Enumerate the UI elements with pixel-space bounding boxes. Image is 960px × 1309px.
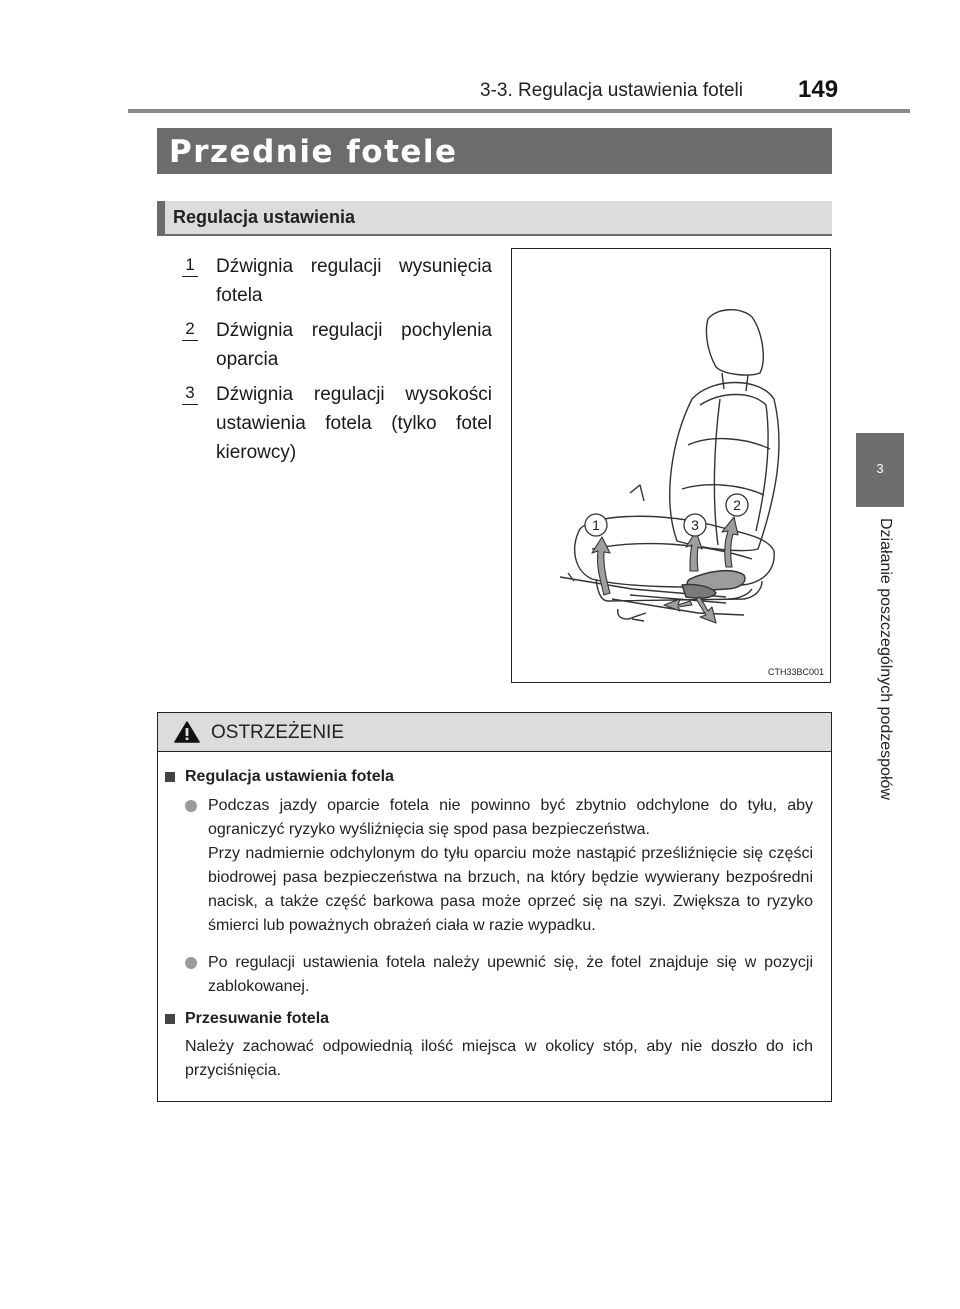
warning-subheading-text: Przesuwanie fotela	[185, 1010, 330, 1027]
callout-2-label: 2	[733, 497, 741, 513]
seat-illustration	[511, 248, 831, 683]
chapter-title: Działanie poszczególnych podzespołów	[877, 518, 894, 800]
page-number: 149	[798, 76, 839, 103]
header-rule	[128, 109, 910, 113]
circle-bullet-icon	[185, 957, 197, 969]
warning-title: OSTRZEŻENIE	[211, 722, 345, 743]
item-number: 1	[182, 256, 198, 277]
item-text: Dźwignia regulacji wysokości ustawienia fotela (tylko fotel kierowcy)	[216, 384, 492, 463]
section-heading-accent	[157, 201, 165, 236]
item-number: 3	[182, 384, 198, 405]
warning-triangle-icon	[174, 721, 200, 743]
height-lever-arrow	[686, 531, 702, 571]
headrest-outline	[706, 310, 763, 375]
warning-subheading	[158, 1007, 831, 1031]
warning-bullet	[208, 794, 813, 842]
warning-paragraph: Przy nadmiernie odchylonym do tyłu oparciu może nastąpić prześliźnięcie się części biodrowej pasa bezpieczeństwa na brzuch, na który będzie wywierany bezpośredni nacisk, a także część barkowa pasa może oprzeć się na szyi. Zwiększa to ryzyko śmierci lub poważnych obrażeń ciała w razie wypadku.	[208, 845, 813, 934]
warning-bullet-text: Podczas jazdy oparcie fotela nie powinno być zbytnio odchylone do tyłu, aby ograniczyć ryzyko wyśliźnięcia się spod pasa bezpieczeństwa.	[208, 797, 813, 838]
square-bullet-icon	[165, 1014, 175, 1024]
callout-1-label: 1	[592, 517, 600, 533]
recline-lever-arrow	[722, 517, 738, 567]
warning-bullet-text: Po regulacji ustawienia fotela należy upewnić się, że fotel znajduje się w pozycji zablokowanej.	[208, 954, 813, 995]
warning-header	[158, 713, 831, 752]
item-text: Dźwignia regulacji pochylenia oparcia	[216, 320, 492, 370]
section-heading-bar	[157, 201, 832, 236]
page-title: Przednie fotele	[169, 134, 458, 170]
list-item	[182, 316, 492, 374]
chapter-tab	[856, 433, 904, 507]
chapter-number: 3	[876, 461, 884, 476]
list-item	[182, 380, 492, 467]
warning-subheading	[158, 765, 831, 789]
warning-body	[158, 765, 831, 1083]
page-title-bar	[157, 128, 832, 174]
warning-paragraph: Należy zachować odpowiednią ilość miejsca w okolicy stóp, aby nie doszło do ich przyciśnięcia.	[185, 1038, 813, 1079]
warning-subheading-text: Regulacja ustawienia fotela	[185, 768, 394, 785]
item-number: 2	[182, 320, 198, 341]
section-heading: Regulacja ustawienia	[173, 207, 356, 227]
item-text: Dźwignia regulacji wysunięcia fotela	[216, 256, 492, 306]
lever-list	[182, 252, 492, 473]
seat-drawing	[512, 249, 830, 682]
square-bullet-icon	[165, 772, 175, 782]
circle-bullet-icon	[185, 800, 197, 812]
warning-bullet	[208, 951, 813, 999]
warning-box	[157, 712, 832, 1102]
callout-3-label: 3	[691, 517, 699, 533]
running-header-section: 3-3. Regulacja ustawienia foteli	[480, 80, 743, 101]
figure-code: CTH33BC001	[767, 667, 824, 677]
list-item	[182, 252, 492, 310]
